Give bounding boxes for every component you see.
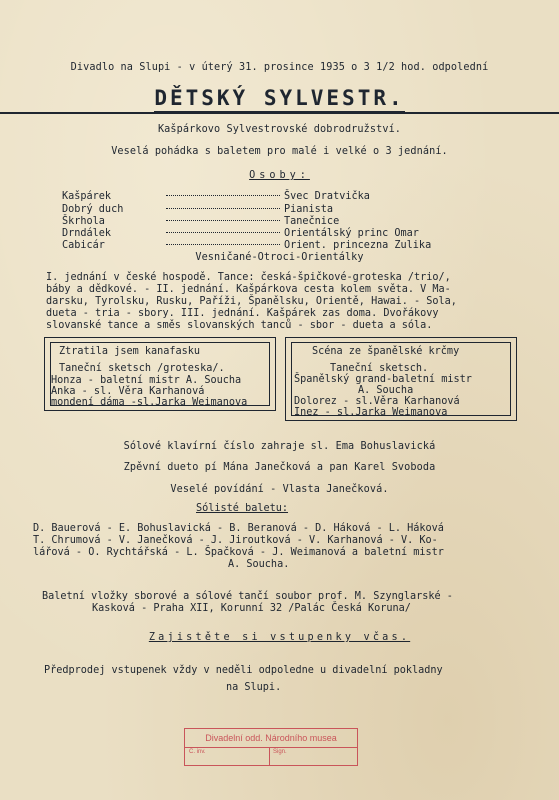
synopsis-line: slovanské tance a směs slovanských tanců - sbor - dueta a sóla. (46, 320, 433, 331)
soloists-line: A. Soucha. (228, 559, 290, 570)
synopsis-line: báby a dědkové. - II. jednání. Kašpárkova cesta kolem světa. V Ma- (46, 284, 451, 295)
soloists-heading: Sólisté baletu: (196, 503, 289, 514)
ballet-line: Baletní vložky sborové a sólové tančí soubor prof. M. Szynglarské - (42, 591, 453, 602)
cast-row (62, 191, 370, 202)
stamp-title: Divadelní odd. Národního musea (185, 729, 357, 748)
soloists-line: D. Bauerová - E. Bohuslavická - B. Beranová - D. Háková - L. Háková (33, 523, 444, 534)
performance-info: Divadlo na Slupi - v úterý 31. prosince 1935 o 3 1/2 hod. odpolední (70, 62, 489, 73)
ballet-line: Kasková - Praha XII, Korunní 32 /Palác Česká Koruna/ (92, 603, 411, 614)
sketch-box-right (285, 337, 517, 421)
box-line: Taneční sketsch. (330, 363, 429, 374)
presale-line: na Slupi. (226, 682, 282, 693)
cast-role: Kašpárek (62, 191, 112, 202)
reserve-notice: Zajistěte si vstupenky včas. (148, 632, 411, 643)
synopsis-line: darsku, Tyrolsku, Rusku, Paříži, Španělsku, Orientě, Hawai. - Sola, (46, 296, 457, 307)
cast-actor: Orientálský princ Omar (284, 228, 419, 239)
archive-stamp (184, 728, 358, 766)
cast-row (62, 240, 431, 251)
synopsis-line: I. jednání v české hospodě. Tance: česká-špičkové-groteska /trio/, (46, 272, 451, 283)
dotted-leader (166, 195, 280, 196)
box-title: Ztratila jsem kanafasku (59, 346, 201, 357)
subtitle: Kašpárkovo Sylvestrovské dobrodružství. (157, 124, 402, 135)
box-line: Španělský grand-baletní mistr (294, 374, 472, 385)
tagline: Veselá pohádka s baletem pro malé i velké o 3 jednání. (111, 146, 448, 157)
box-line: mondení dáma -sl.Jarka Weimanova (51, 397, 248, 408)
box-line: Taneční sketsch /groteska/. (59, 363, 225, 374)
stamp-signature-label: Sign. (273, 749, 287, 755)
soloists-line: lářová - O. Rychtářská - L. Špačková - J. Weimanová a baletní mistr (33, 547, 444, 558)
box-line: Anka - sl. Věra Karhanová (51, 386, 205, 397)
box-line: A. Soucha (358, 385, 414, 396)
program-item: Sólové klavírní číslo zahraje sl. Ema Bohuslavická (123, 441, 436, 452)
cast-extras: Vesničané-Otroci-Orientálky (195, 252, 364, 263)
title-text: DĚTSKÝ SYLVESTR. (0, 86, 559, 114)
program-item: Zpěvní dueto pí Mána Janečková a pan Karel Svoboda (123, 462, 436, 473)
dotted-leader (166, 220, 280, 221)
cast-row (62, 204, 333, 215)
cast-row (62, 228, 419, 239)
sketch-box-left (44, 337, 276, 411)
cast-actor: Tanečnice (284, 216, 340, 227)
cast-actor: Pianista (284, 204, 334, 215)
cast-role: Škrhola (62, 216, 105, 227)
stamp-divider (269, 747, 270, 765)
box-title: Scéna ze španělské krčmy (312, 346, 460, 357)
synopsis-line: dueta - tria - sbory. III. jednání. Kašpárek zas doma. Dvořákovy (46, 308, 439, 319)
page-title (0, 86, 559, 114)
presale-line: Předprodej vstupenek vždy v neděli odpoledne u divadelní pokladny (44, 665, 443, 676)
dotted-leader (166, 232, 280, 233)
cast-role: Cabicár (62, 240, 105, 251)
cast-heading: Osoby: (249, 170, 310, 181)
cast-actor: Švec Dratvička (284, 191, 370, 202)
dotted-leader (166, 244, 280, 245)
cast-role: Dobrý duch (62, 204, 124, 215)
cast-actor: Orient. princezna Zulika (284, 240, 432, 251)
cast-row (62, 216, 339, 227)
box-line: Dolorez - sl.Věra Karhanová (294, 396, 460, 407)
cast-role: Drndálek (62, 228, 112, 239)
stamp-inventory-label: C. inv. (189, 749, 206, 755)
soloists-line: T. Chrumová - V. Janečková - J. Jiroutková - V. Karhanová - V. Ko- (33, 535, 438, 546)
box-line: Honza - baletní mistr A. Soucha (51, 375, 242, 386)
dotted-leader (166, 208, 280, 209)
program-item: Veselé povídání - Vlasta Janečková. (170, 484, 389, 495)
box-line: Inez - sl.Jarka Weimanova (294, 407, 448, 418)
